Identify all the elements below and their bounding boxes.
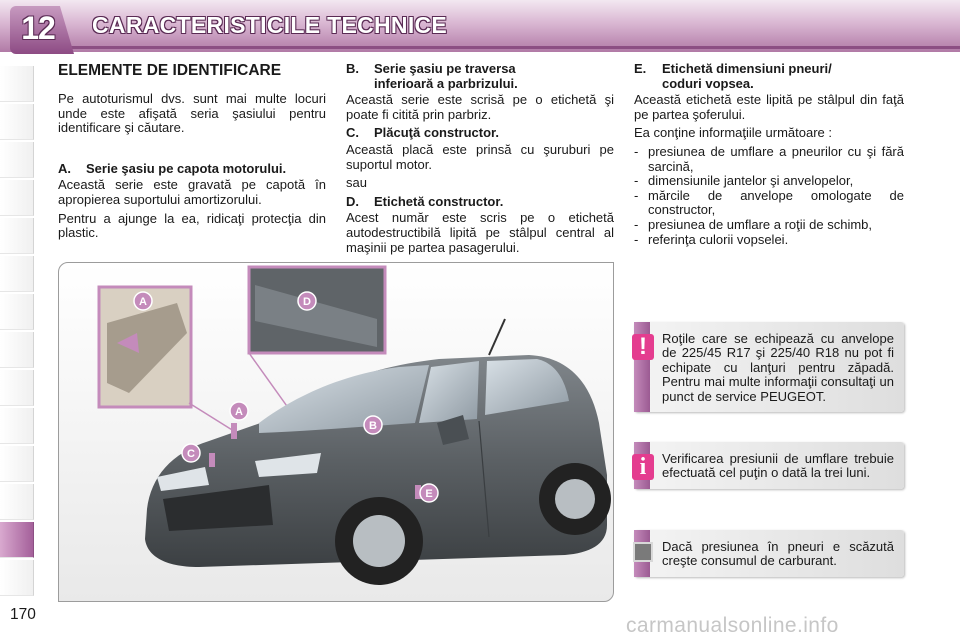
item-b-text: Această serie este scrisă pe o etichetă şi poate fi citită prin parbriz. bbox=[346, 92, 614, 122]
marker-a bbox=[230, 402, 248, 420]
marker-d bbox=[298, 292, 316, 310]
car-drawing bbox=[59, 263, 614, 602]
item-c-heading bbox=[346, 126, 614, 141]
rear-wheel-rim bbox=[555, 479, 595, 519]
side-tab[interactable] bbox=[0, 484, 34, 520]
side-tab[interactable] bbox=[0, 408, 34, 444]
chapter-number: 12 bbox=[21, 10, 55, 46]
item-a-letter: A. bbox=[58, 160, 71, 176]
front-wheel-rim bbox=[353, 515, 405, 567]
warning-text: Roţile care se echipează cu anvelope de 225/45 R17 şi 225/40 R18 nu pot fi echipate cu lanţuri pentru zăpadă. Pentru mai multe informaţii consultaţi un punct de service PEUGEOT. bbox=[662, 331, 894, 404]
eco-note bbox=[634, 530, 904, 577]
item-d-letter: D. bbox=[346, 193, 359, 209]
side-tab[interactable] bbox=[0, 370, 34, 406]
list-item: - referinţa culorii vopselei. bbox=[634, 233, 904, 248]
watermark: carmanualsonline.info bbox=[626, 614, 839, 637]
chapter-side-tabs bbox=[0, 66, 34, 586]
item-c-letter: C. bbox=[346, 125, 359, 141]
side-tab[interactable] bbox=[0, 294, 34, 330]
item-a-text: Această serie este gravată pe capotă în apropierea suportului amortizorului. bbox=[58, 177, 326, 207]
marker-label: E bbox=[425, 488, 433, 500]
warning-icon: ! bbox=[632, 334, 654, 360]
or-text: sau bbox=[346, 175, 367, 191]
list-item: - presiunea de umflare a roţii de schimb, bbox=[634, 218, 904, 233]
marker-sticker bbox=[209, 453, 215, 467]
item-a-title: Serie şasiu pe capota motorului. bbox=[86, 160, 287, 176]
header-rule bbox=[60, 46, 960, 49]
marker-e bbox=[420, 484, 438, 502]
marker-label: B bbox=[369, 420, 377, 432]
windshield bbox=[259, 365, 429, 433]
eco-text: Dacă presiunea în pneuri e scăzută creşte consumul de carburant. bbox=[662, 539, 894, 569]
info-text: Verificarea presiunii de umflare trebuie efectuată cel puţin o dată la trei luni. bbox=[662, 451, 894, 481]
intro-text: Pe autoturismul dvs. sunt mai multe locuri unde este afişată seria şasiului pentru identificare şi căutare. bbox=[58, 91, 326, 136]
marker-label: A bbox=[139, 296, 147, 308]
item-e-title-2: coduri vopsea. bbox=[662, 75, 754, 91]
list-item: - dimensiunile jantelor şi anvelopelor, bbox=[634, 174, 904, 189]
page-number: 170 bbox=[10, 606, 36, 623]
side-tab[interactable] bbox=[0, 104, 34, 140]
side-tab[interactable] bbox=[0, 332, 34, 368]
side-tab[interactable] bbox=[0, 218, 34, 254]
item-c-title: Plăcuţă constructor. bbox=[374, 125, 499, 141]
marker-label: D bbox=[303, 296, 311, 308]
item-b-title-1: Serie şasiu pe traversa bbox=[374, 61, 516, 76]
side-tab[interactable] bbox=[0, 180, 34, 216]
side-tab[interactable] bbox=[0, 446, 34, 482]
warning-note bbox=[634, 322, 904, 412]
car-illustration bbox=[58, 262, 614, 602]
item-b-title-2: inferioară a parbrizului. bbox=[374, 75, 518, 91]
eco-icon bbox=[633, 542, 653, 562]
marker-label: A bbox=[235, 406, 243, 418]
item-c-text: Această placă este prinsă cu şuruburi pe suportul motor. bbox=[346, 141, 614, 172]
column-identification bbox=[58, 62, 326, 245]
leader-line bbox=[189, 403, 237, 433]
item-a-heading bbox=[58, 162, 326, 177]
column-bcd bbox=[346, 62, 614, 259]
info-note bbox=[634, 442, 904, 489]
marker-b bbox=[364, 416, 382, 434]
info-list bbox=[634, 145, 904, 247]
list-item: - mărcile de anvelope omologate de constructor, bbox=[634, 189, 904, 218]
side-tab-active[interactable] bbox=[0, 522, 34, 558]
item-d-heading bbox=[346, 195, 614, 210]
side-tab[interactable] bbox=[0, 560, 34, 596]
marker-sticker bbox=[231, 423, 237, 439]
page-title: CARACTERISTICILE TECHNICE bbox=[92, 12, 448, 38]
item-e-text: Această etichetă este lipită pe stâlpul din faţă pe partea şoferului. bbox=[634, 92, 904, 122]
marker-c bbox=[182, 444, 200, 462]
item-e-text-2: Ea conţine informaţiile următoare : bbox=[634, 125, 832, 141]
column-e bbox=[634, 62, 904, 247]
marker-label: C bbox=[187, 448, 195, 460]
item-d-text: Acest număr este scris pe o etichetă autodestructibilă lipită pe stâlpul central al maşinii pe partea pasagerului. bbox=[346, 210, 614, 255]
list-item: - presiunea de umflare a pneurilor cu şi fără sarcină, bbox=[634, 145, 904, 174]
section-heading: ELEMENTE DE IDENTIFICARE bbox=[58, 62, 282, 79]
side-tab[interactable] bbox=[0, 66, 34, 102]
item-e-letter: E. bbox=[634, 61, 647, 76]
side-tab[interactable] bbox=[0, 256, 34, 292]
item-a-text-2: Pentru a ajunge la ea, ridicaţi protecţia din plastic. bbox=[58, 210, 326, 241]
item-d-title: Etichetă constructor. bbox=[374, 193, 504, 209]
antenna bbox=[489, 319, 505, 355]
marker-a-inset bbox=[134, 292, 152, 310]
item-b-heading bbox=[346, 62, 614, 91]
info-icon: i bbox=[632, 454, 654, 480]
item-e-heading bbox=[634, 62, 904, 91]
item-e-title-1: Etichetă dimensiuni pneuri/ bbox=[662, 61, 832, 76]
side-tab[interactable] bbox=[0, 142, 34, 178]
item-b-letter: B. bbox=[346, 61, 359, 76]
